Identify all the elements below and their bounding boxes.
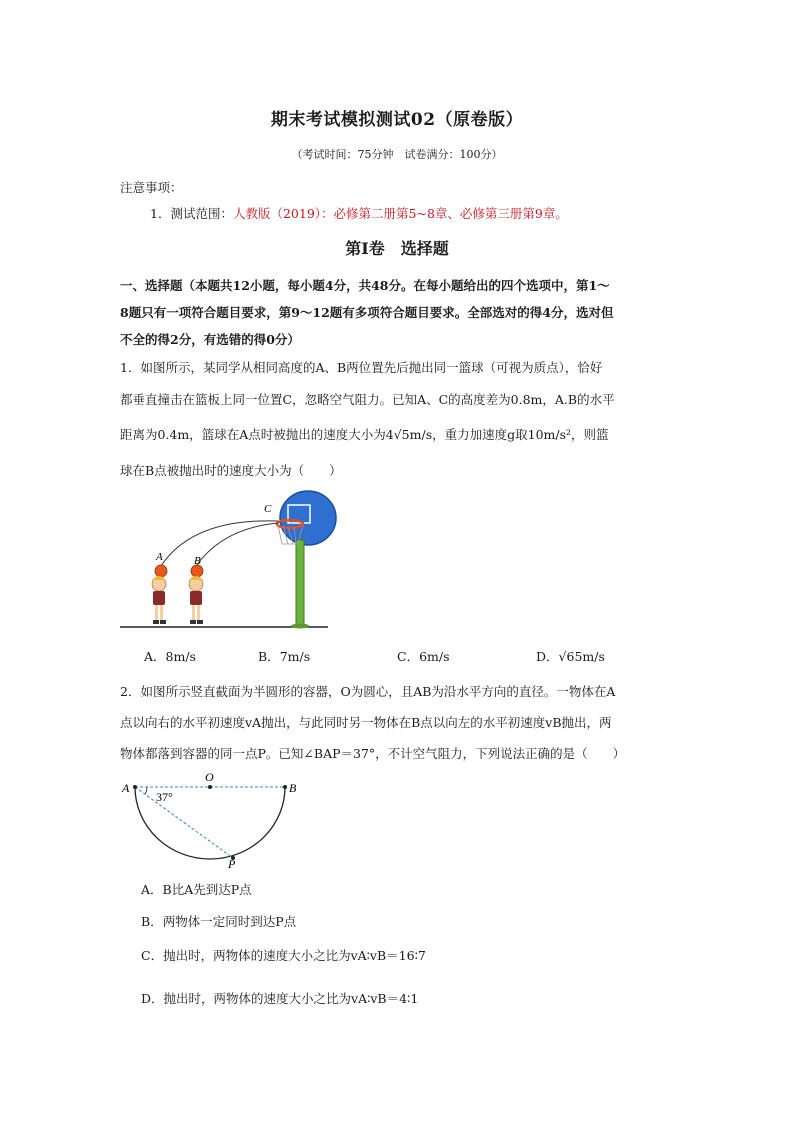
label-b: B <box>289 781 297 795</box>
q1-line-4: 球在B点被抛出时的速度大小为（ ） <box>120 463 342 478</box>
q1-line-2: 都垂直撞击在篮板上同一位置C，忽略空气阻力。已知A、C的高度差为0.8m，A.B的水平 <box>120 392 615 407</box>
section-title: 第Ⅰ卷 选择题 <box>345 239 449 258</box>
page-title: 期末考试模拟测试02（原卷版） <box>270 110 524 130</box>
scope-text: 人教版（2019）：必修第二册第5~8章、必修第三册第9章。 <box>232 206 568 221</box>
label-a: A <box>156 551 163 563</box>
q1-option-b: B．7m/s <box>258 649 311 664</box>
q1-option-a: A．8m/s <box>144 649 196 664</box>
q2-line-3: 物体都落到容器的同一点P。已知∠BAP＝37°，不计空气阻力，下列说法正确的是（ ） <box>120 746 626 761</box>
label-c: C <box>264 503 272 515</box>
q2-figure <box>118 768 318 868</box>
label-b: B <box>194 555 201 567</box>
instructions-line-3: 不全的得2分，有选错的得0分） <box>120 332 300 347</box>
q2-option-b: B．两物体一定同时到达P点 <box>141 914 297 929</box>
q1-option-c: C．6m/s <box>397 649 450 664</box>
instructions-line-2: 8题只有一项符合题目要求，第9～12题有多项符合题目要求。全部选对的得4分，选对但 <box>120 305 614 320</box>
q1-line-3: 距离为0.4m，篮球在A点时被抛出的速度大小为4√5m/s，重力加速度g取10m/s²，则篮 <box>120 427 609 442</box>
q2-line-2: 点以向右的水平初速度vA抛出，与此同时另一物体在B点以向左的水平初速度vB抛出，两 <box>120 715 612 730</box>
exam-info: （考试时间：75分钟 试卷满分：100分） <box>291 148 503 161</box>
scope-prefix: 1．测试范围： <box>150 206 233 221</box>
label-a: A <box>122 781 130 795</box>
q2-option-d: D．抛出时，两物体的速度大小之比为vA∶vB＝4∶1 <box>141 991 419 1006</box>
q1-line-1: 1．如图所示，某同学从相同高度的A、B两位置先后抛出同一篮球（可视为质点），恰好 <box>120 360 603 375</box>
q1-figure <box>118 488 348 636</box>
line-ap <box>135 787 233 858</box>
q2-option-c: C．抛出时，两物体的速度大小之比为vA∶vB＝16∶7 <box>141 948 426 963</box>
center-o <box>208 785 212 789</box>
trajectory-a <box>161 521 278 566</box>
notice-label: 注意事项： <box>120 180 183 195</box>
instructions-line-1: 一、选择题（本题共12小题，每小题4分，共48分。在每小题给出的四个选项中，第1～ <box>120 278 610 293</box>
angle-label: 37° <box>156 790 173 804</box>
label-p: P <box>228 857 236 868</box>
label-o: O <box>205 770 214 784</box>
ball-a <box>155 565 167 577</box>
test-scope <box>150 204 568 222</box>
player-a <box>152 576 166 624</box>
q2-line-1: 2．如图所示竖直截面为半圆形的容器，O为圆心，且AB为沿水平方向的直径。一物体在A <box>120 684 616 699</box>
pole <box>296 540 304 626</box>
player-b <box>189 576 203 624</box>
q2-option-a: A．B比A先到达P点 <box>141 882 252 897</box>
q1-option-d: D．√65m/s <box>536 649 605 664</box>
